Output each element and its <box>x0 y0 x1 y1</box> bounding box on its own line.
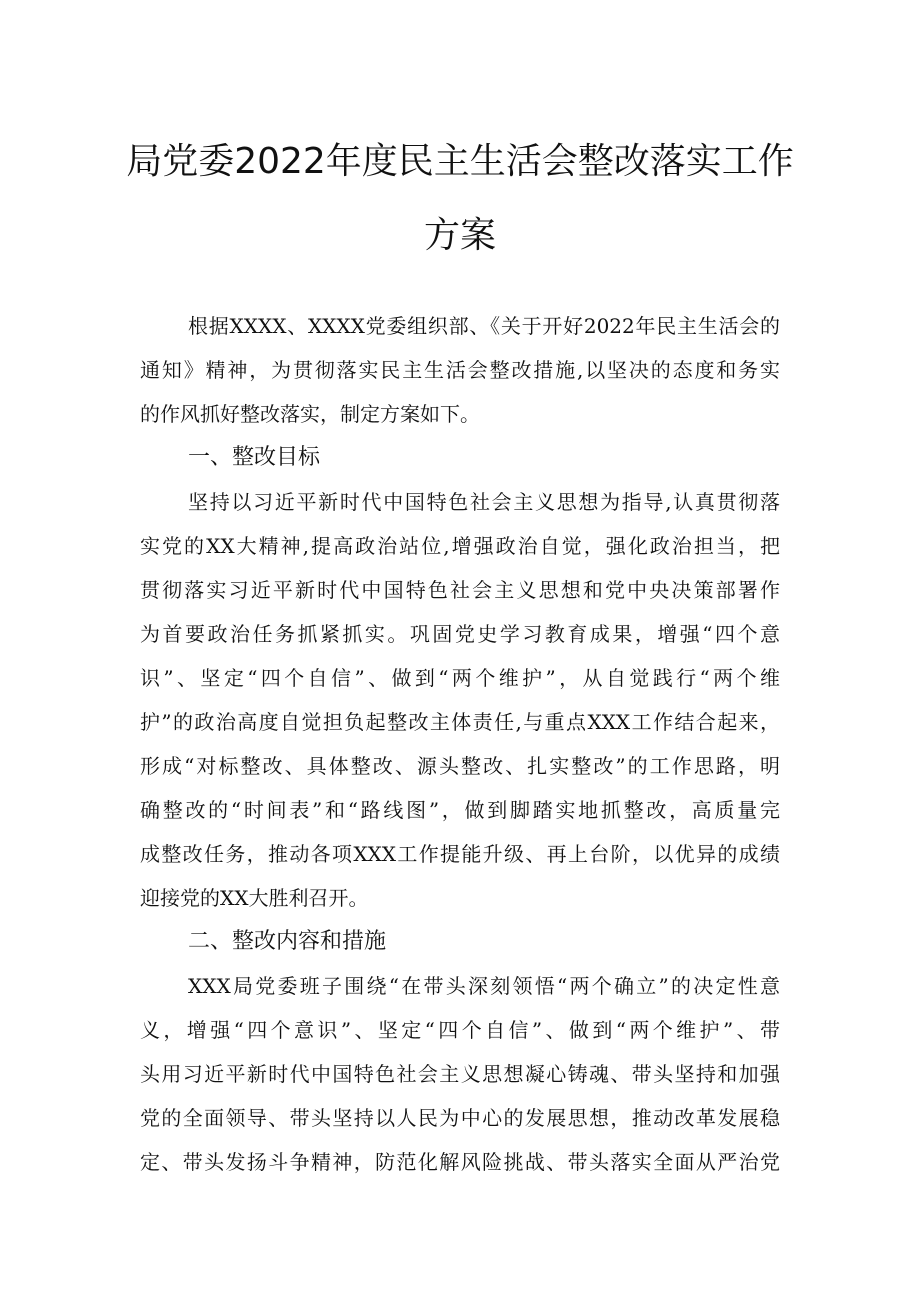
section1-line: 为首要政治任务抓紧抓实。巩固党史学习教育成果，增强“四个意 <box>140 622 780 646</box>
section2-line: 头用习近平新时代中国特色社会主义思想凝心铸魂、带头坚持和加强 <box>140 1062 780 1086</box>
section1-line: 实党的XX大精神,提高政治站位,增强政治自觉，强化政治担当，把 <box>140 534 780 558</box>
section1-line: 确整改的“时间表”和“路线图”，做到脚踏实地抓整改，高质量完 <box>140 798 780 822</box>
section1-line: 识”、坚定“四个自信”、做到“两个维护”，从自觉践行“两个维 <box>140 666 780 690</box>
section2-line: 定、带头发扬斗争精神，防范化解风险挑战、带头落实全面从严治党 <box>140 1150 780 1174</box>
section2-line: 党的全面领导、带头坚持以人民为中心的发展思想，推动改革发展稳 <box>140 1106 780 1130</box>
section1-line: 迎接党的XX大胜利召开。 <box>140 886 369 910</box>
section1-line: 形成“对标整改、具体整改、源头整改、扎实整改”的工作思路，明 <box>140 754 780 778</box>
document-title-line-2: 方案 <box>423 215 496 256</box>
section1-line: 贯彻落实习近平新时代中国特色社会主义思想和党中央决策部署作 <box>140 578 780 602</box>
section-heading-1: 一、整改目标 <box>188 445 321 470</box>
section1-line: 坚持以习近平新时代中国特色社会主义思想为指导,认真贯彻落 <box>188 490 780 514</box>
section2-line: 义，增强“四个意识”、坚定“四个自信”、做到“两个维护”、带 <box>140 1018 780 1042</box>
section-heading-2: 二、整改内容和措施 <box>188 929 387 954</box>
section2-line: XXX局党委班子围绕“在带头深刻领悟“两个确立”的决定性意 <box>188 974 780 998</box>
document-title-line-1: 局党委2022年度民主生活会整改落实工作 <box>126 141 794 182</box>
intro-line: 的作风抓好整改落实，制定方案如下。 <box>140 402 480 426</box>
section1-line: 成整改任务，推动各项XXX工作提能升级、再上台阶，以优异的成绩 <box>140 842 780 866</box>
intro-line: 根据XXXX、XXXX党委组织部、《关于开好2022年民主生活会的 <box>188 314 780 338</box>
intro-line: 通知》精神，为贯彻落实民主生活会整改措施,以坚决的态度和务实 <box>140 358 780 382</box>
section1-line: 护”的政治高度自觉担负起整改主体责任,与重点XXX工作结合起来， <box>140 710 780 734</box>
